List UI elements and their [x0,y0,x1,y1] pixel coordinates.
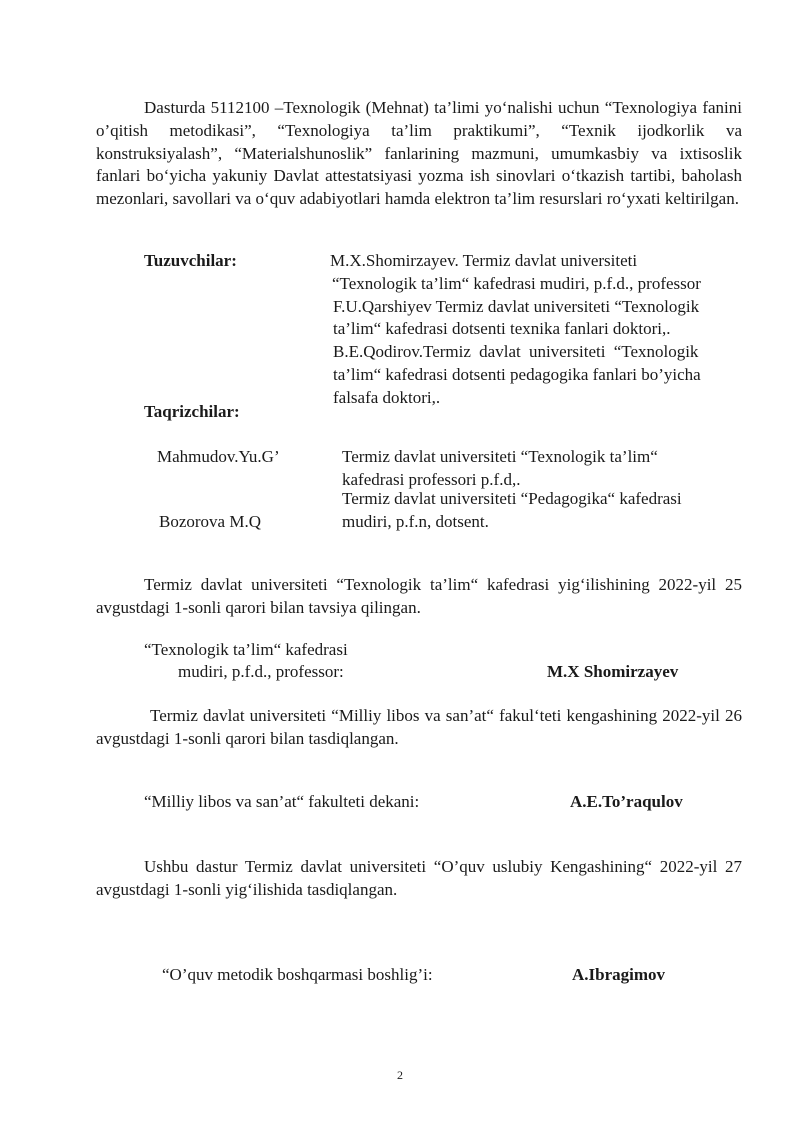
author-line: M.X.Shomirzayev. Termiz davlat universiteti [330,251,638,270]
dept-head-title-line2: mudiri, p.f.d., professor: [178,662,344,681]
page-number: 2 [397,1068,403,1082]
method-head-title: “O’quv metodik boshqarmasi boshlig’i: [162,965,433,984]
recommendation-paragraph: Termiz davlat universiteti “Texnologik ta’lim“ kafedrasi yig‘ilishining 2022-yil 25 avgustdagi 1-sonli qarori bilan tavsiya qilingan. [96,575,742,617]
reviewer-affiliation [342,488,742,534]
author-line: ta’lim“ kafedrasi dotsenti pedagogika fanlari bo’yicha [333,364,701,384]
reviewer-affiliation-line: Termiz davlat universiteti “Texnologik ta’lim“ [342,447,658,466]
reviewer-name: Bozorova M.Q [159,512,261,531]
faculty-approval-paragraph: Termiz davlat universiteti “Milliy libos va san’at“ fakul‘teti kengashining 2022-yil 26 avgustdagi 1-sonli qarori bilan tasdiqlangan. [96,706,742,748]
method-head-name: A.Ibragimov [572,965,666,984]
authors-label: Tuzuvchilar: [144,251,237,270]
reviewer-affiliation-line: mudiri, p.f.n, dotsent. [342,511,489,531]
dept-head-title-line1: “Texnologik ta’lim“ kafedrasi [144,640,348,659]
reviewer-affiliation-line: Termiz davlat universiteti “Pedagogika“ kafedrasi [342,489,682,508]
council-approval-paragraph: Ushbu dastur Termiz davlat universiteti “O’quv uslubiy Kengashining“ 2022-yil 27 avgustdagi 1-sonli yig‘ilishida tasdiqlangan. [96,857,742,899]
authors-list [330,250,745,410]
author-line: F.U.Qarshiyev Termiz davlat universiteti “Texnologik [333,296,700,316]
author-line: “Texnologik ta’lim“ kafedrasi mudiri, p.f.d., professor [332,273,701,293]
reviewer-affiliation [342,446,742,492]
intro-paragraph: Dasturda 5112100 –Texnologik (Mehnat) ta’limi yo‘nalishi uchun “Texnologiya fanini o’qitish metodikasi”, “Texnologiya ta’lim praktikumi”, “Texnik ijodkorlik va konstruksiyalash”, “Materialshunoslik” fanlarining mazmuni, umumkasbiy va ixtisoslik fanlari bo‘yicha yakuniy Davlat attestatsiyasi yozma ish sinovlari o‘tkazish tartibi, baholash mezonlari, savollari va o‘quv adabiyotlari hamda elektron ta’lim resurslari ro‘yxati keltirilgan. [96,98,742,209]
author-line: B.E.Qodirov.Termiz davlat universiteti “Texnologik [333,342,699,362]
dept-head-name: M.X Shomirzayev [547,662,679,681]
dean-name: A.E.To’raqulov [570,792,683,811]
reviewer-affiliation-line: kafedrasi professori p.f.d,. [342,469,521,489]
reviewer-name: Mahmudov.Yu.G’ [157,447,280,466]
author-line: falsafa doktori,. [333,387,441,407]
reviewers-label: Taqrizchilar: [144,402,240,421]
author-line: ta’lim“ kafedrasi dotsenti texnika fanlari doktori,. [333,319,671,339]
dean-title: “Milliy libos va san’at“ fakulteti dekani: [144,792,420,811]
